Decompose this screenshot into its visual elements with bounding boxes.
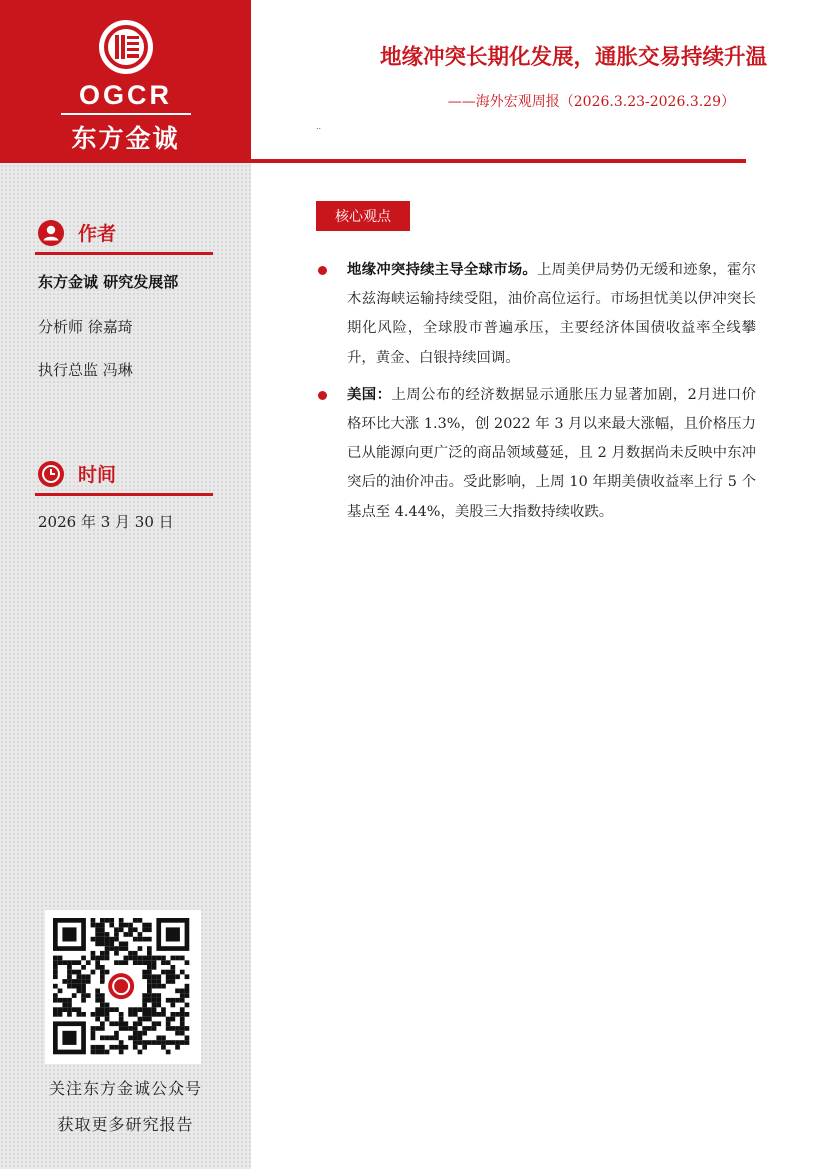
list-item (316, 381, 756, 527)
qr-caption-reports: 获取更多研究报告 (57, 1115, 194, 1134)
sidebar (0, 0, 251, 1169)
qr-caption-follow: 关注东方金诚公众号 (48, 1079, 202, 1098)
author-org: 东方金诚 研究发展部 (38, 273, 179, 291)
wechat-qr-code-icon (45, 910, 201, 1064)
bullet-body: 上周公布的经济数据显示通胀压力显著加剧，2月进口价格环比大涨 1.3%，创 2022 年 3 月以来最大涨幅，且价格压力已从能源向更广泛的商品领域蔓延，且 2 月数据尚未反映中东冲突后的油价冲击。受此影响，上周 10 年期美债收益率上行 5 个基点至 4.44%，美股三大指数持续收跌。 (347, 386, 756, 520)
ogcr-seal-icon (99, 20, 153, 74)
clock-icon (38, 461, 64, 487)
time-divider (35, 493, 213, 496)
brand-logo (0, 0, 251, 163)
bullet-dot-icon (318, 266, 327, 275)
report-date: 2026 年 3 月 30 日 (38, 513, 174, 531)
core-views-tag: 核心观点 (316, 201, 410, 231)
person-icon (38, 220, 64, 246)
bullet-lead: 美国： (347, 386, 392, 403)
bullet-lead: 地缘冲突持续主导全球市场。 (347, 262, 537, 278)
header-divider (251, 159, 746, 163)
author-heading-label: 作者 (78, 223, 117, 245)
author-divider (35, 252, 213, 255)
author-heading (38, 219, 116, 246)
logo-divider (61, 113, 191, 115)
brand-abbr: OGCR (79, 80, 172, 110)
author-director: 执行总监 冯琳 (38, 361, 133, 379)
time-heading-label: 时间 (78, 464, 117, 486)
bullet-dot-icon (318, 391, 327, 400)
time-heading (38, 460, 116, 487)
report-title: 地缘冲突长期化发展，通胀交易持续升温 (379, 45, 767, 70)
core-views-list (316, 256, 756, 535)
author-analyst: 分析师 徐嘉琦 (38, 318, 133, 336)
brand-name: 东方金诚 (71, 124, 180, 153)
page-mark: .. (316, 122, 322, 131)
bullet-body: 上周美伊局势仍无缓和迹象，霍尔木兹海峡运输持续受阻，油价高位运行。市场担忧美以伊冲突长期化风险，全球股市普遍承压，主要经济体国债收益率全线攀升，黄金、白银持续回调。 (347, 262, 756, 366)
report-subtitle: ——海外宏观周报（2026.3.23-2026.3.29） (447, 94, 735, 110)
list-item (316, 256, 756, 373)
